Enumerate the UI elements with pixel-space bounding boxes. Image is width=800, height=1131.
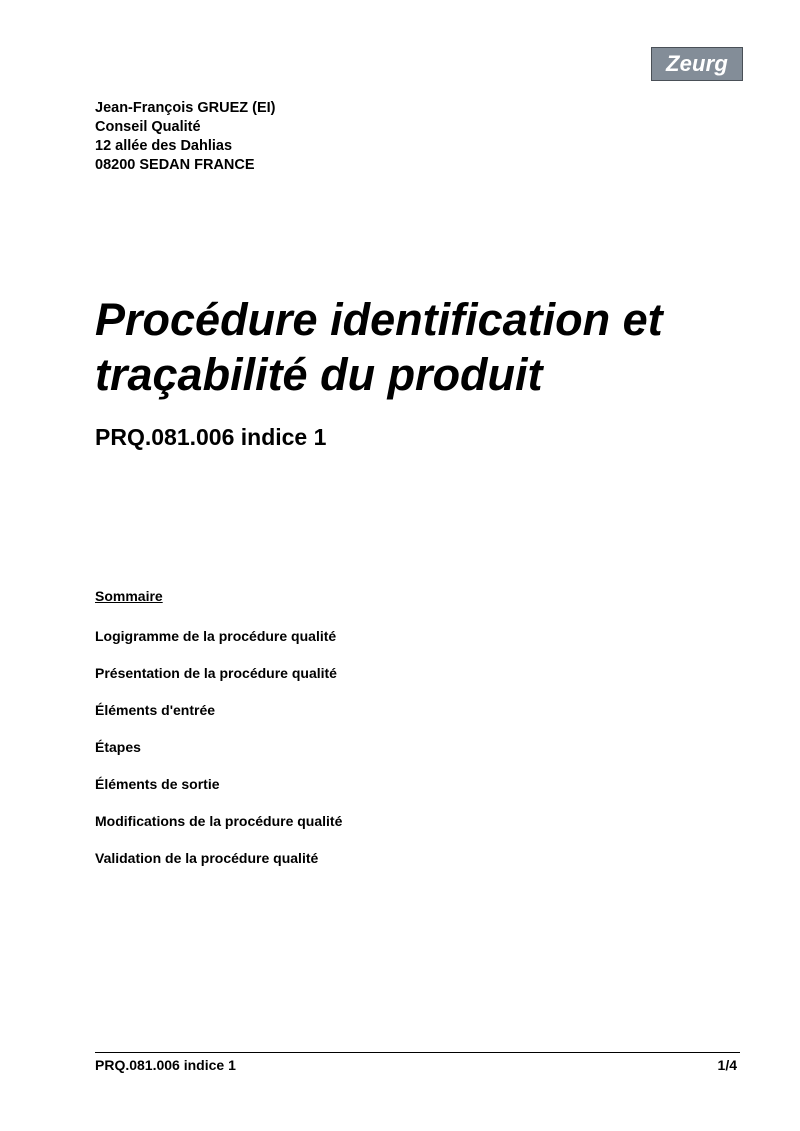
- toc-item-etapes: Étapes: [95, 739, 141, 755]
- toc-item-validation: Validation de la procédure qualité: [95, 850, 319, 866]
- sender-address-block: [95, 99, 275, 175]
- logo-text: Zeurg: [665, 51, 729, 76]
- toc-item-presentation: Présentation de la procédure qualité: [95, 665, 337, 681]
- document-reference: PRQ.081.006 indice 1: [95, 424, 327, 450]
- document-title: Procédure identification et traçabilité du produit: [95, 294, 663, 400]
- company-logo: [651, 47, 743, 81]
- sender-street: 12 allée des Dahlias: [95, 138, 233, 154]
- toc-item-logigramme: Logigramme de la procédure qualité: [95, 628, 337, 644]
- toc-item-elements-sortie: Éléments de sortie: [95, 776, 220, 792]
- sender-role: Conseil Qualité: [95, 119, 201, 135]
- footer-divider: [95, 1052, 740, 1053]
- sender-name: Jean-François GRUEZ (EI): [95, 100, 276, 116]
- sender-city: 08200 SEDAN FRANCE: [95, 157, 255, 173]
- footer-reference: PRQ.081.006 indice 1: [95, 1057, 236, 1073]
- toc-item-modifications: Modifications de la procédure qualité: [95, 813, 343, 829]
- toc-item-elements-entree: Éléments d'entrée: [95, 702, 216, 718]
- footer-page-number: 1/4: [717, 1057, 737, 1073]
- toc-list: [95, 627, 595, 867]
- table-of-contents: [95, 587, 595, 886]
- toc-heading: Sommaire: [95, 588, 163, 604]
